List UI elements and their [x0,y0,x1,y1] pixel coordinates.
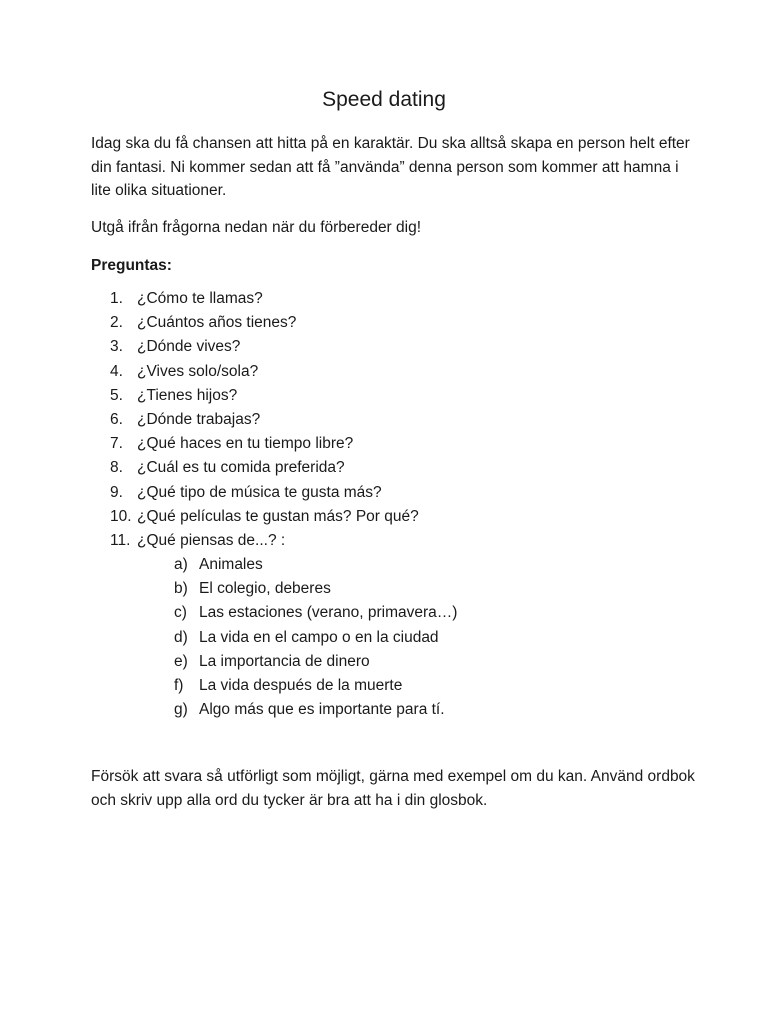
question-text: ¿Cómo te llamas? [137,290,263,307]
question-text: ¿Cuántos años tienes? [137,314,297,332]
list-item [0,311,768,335]
question-text: ¿Dónde vives? [137,338,241,356]
subquestion-letter: a) [174,556,188,574]
question-text: ¿Dónde trabajas? [137,410,261,428]
question-number: 4. [110,362,123,380]
question-number: 10. [110,507,132,525]
list-item [0,408,768,432]
question-number: 1. [110,290,123,307]
list-item [0,432,768,456]
list-item [0,384,768,408]
preparation-paragraph: Utgå ifrån frågorna nedan när du förbereder dig! [91,219,422,236]
question-number: 5. [110,386,123,404]
subquestion-text: El colegio, deberes [199,580,331,598]
subquestion-text: La vida después de la muerte [199,677,403,694]
list-item [0,456,768,480]
list-item [0,674,768,698]
subquestion-text: Las estaciones (verano, primavera…) [199,604,458,622]
list-item [0,577,768,601]
closing-paragraph: Försök att svara så utförligt som möjligt, gärna med exempel om du kan. Använd ordbok och skriv upp alla ord du tycker är bra att ha i din glosbok. [91,768,695,809]
question-text: ¿Vives solo/sola? [137,362,259,380]
subquestion-text: Algo más que es importante para tí. [199,701,445,719]
list-item [0,505,768,529]
question-number: 6. [110,410,123,428]
question-text: ¿Qué piensas de...? : [137,531,286,549]
subquestion-text: Animales [199,556,263,574]
subquestion-letter: f) [174,677,184,694]
question-number: 11. [110,531,131,549]
question-number: 8. [110,459,123,477]
list-item [0,481,768,505]
subquestion-letter: e) [174,652,188,670]
subquestion-text: La vida en el campo o en la ciudad [199,628,439,646]
list-item [0,698,768,722]
list-item [0,650,768,674]
question-number: 9. [110,483,123,501]
subquestion-letter: g) [174,701,188,719]
list-item [0,626,768,650]
questions-heading: Preguntas: [91,257,172,274]
subquestion-letter: c) [174,604,187,622]
list-item [0,287,768,311]
question-text: ¿Qué películas te gustan más? Por qué? [137,507,419,525]
list-item [0,529,768,553]
subquestion-letter: b) [174,580,188,598]
list-item [0,360,768,384]
questions-list [0,287,768,722]
list-item [0,601,768,625]
subquestions-container [0,553,768,722]
page-title: Speed dating [322,88,446,111]
list-item [0,335,768,359]
list-item [0,553,768,577]
subquestions-list [0,553,768,722]
question-text: ¿Qué tipo de música te gusta más? [137,483,382,501]
question-text: ¿Tienes hijos? [137,386,238,404]
subquestion-letter: d) [174,628,188,646]
question-text: ¿Cuál es tu comida preferida? [137,459,345,477]
subquestion-text: La importancia de dinero [199,652,370,670]
intro-paragraph: Idag ska du få chansen att hitta på en karaktär. Du ska alltså skapa en person helt efter din fantasi. Ni kommer sedan att få ”använda” denna person som kommer att hamna i lite olika situationer. [91,135,690,199]
question-number: 3. [110,338,123,356]
question-number: 7. [110,435,123,453]
question-number: 2. [110,314,123,332]
question-text: ¿Qué haces en tu tiempo libre? [137,435,354,453]
